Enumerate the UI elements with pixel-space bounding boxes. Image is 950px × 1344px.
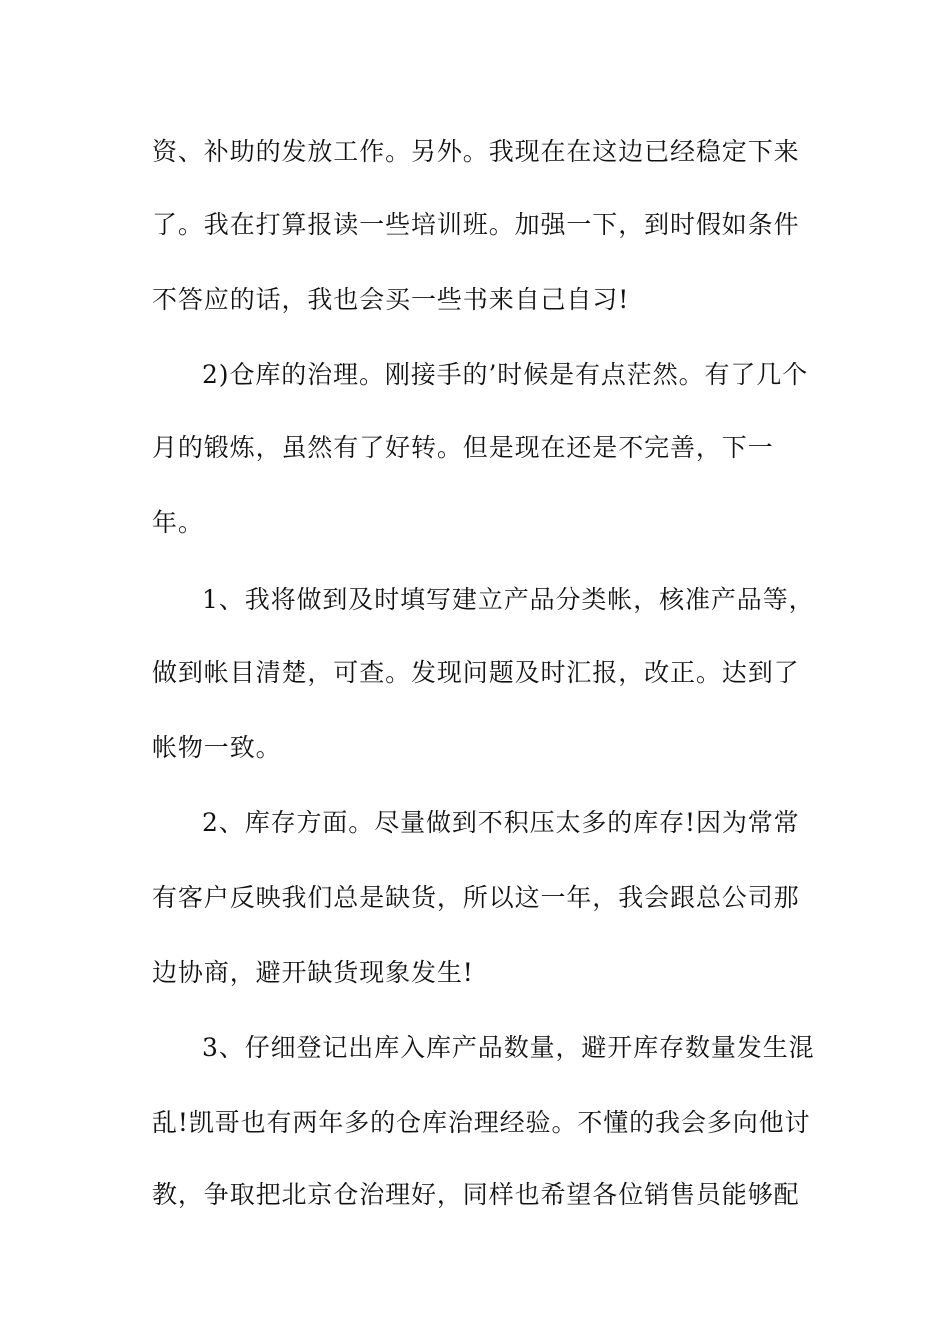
text-line: 有客户反映我们总是缺货，所以这一年，我会跟总公司那 <box>152 883 800 912</box>
text-line: 做到帐目清楚，可查。发现问题及时汇报，改正。达到了 <box>152 658 800 687</box>
text-line: 年。 <box>152 508 204 537</box>
text-line: 月的锻炼，虽然有了好转。但是现在还是不完善，下一 <box>152 433 774 462</box>
paragraph-first-line: 2、库存方面。尽量做到不积压太多的库存!因为常常 <box>202 808 800 837</box>
paragraph-first-line: 3、仔细登记出库入库产品数量，避开库存数量发生混 <box>202 1033 815 1062</box>
text-line: 帐物一致。 <box>152 733 282 762</box>
text-line: 资、补助的发放工作。另外。我现在在这边已经稳定下来 <box>152 137 800 166</box>
text-line: 不答应的话，我也会买一些书来自己自习! <box>152 285 630 314</box>
text-line: 乱!凯哥也有两年多的仓库治理经验。不懂的我会多向他讨 <box>152 1108 811 1137</box>
text-line: 了。我在打算报读一些培训班。加强一下，到时假如条件 <box>152 210 800 239</box>
paragraph-first-line: 1、我将做到及时填写建立产品分类帐，核准产品等， <box>202 585 815 614</box>
text-line: 边协商，避开缺货现象发生! <box>152 958 474 987</box>
paragraph-first-line: 2)仓库的治理。刚接手的’时候是有点茫然。有了几个 <box>202 360 809 389</box>
text-line: 教，争取把北京仓治理好，同样也希望各位销售员能够配 <box>152 1180 800 1209</box>
